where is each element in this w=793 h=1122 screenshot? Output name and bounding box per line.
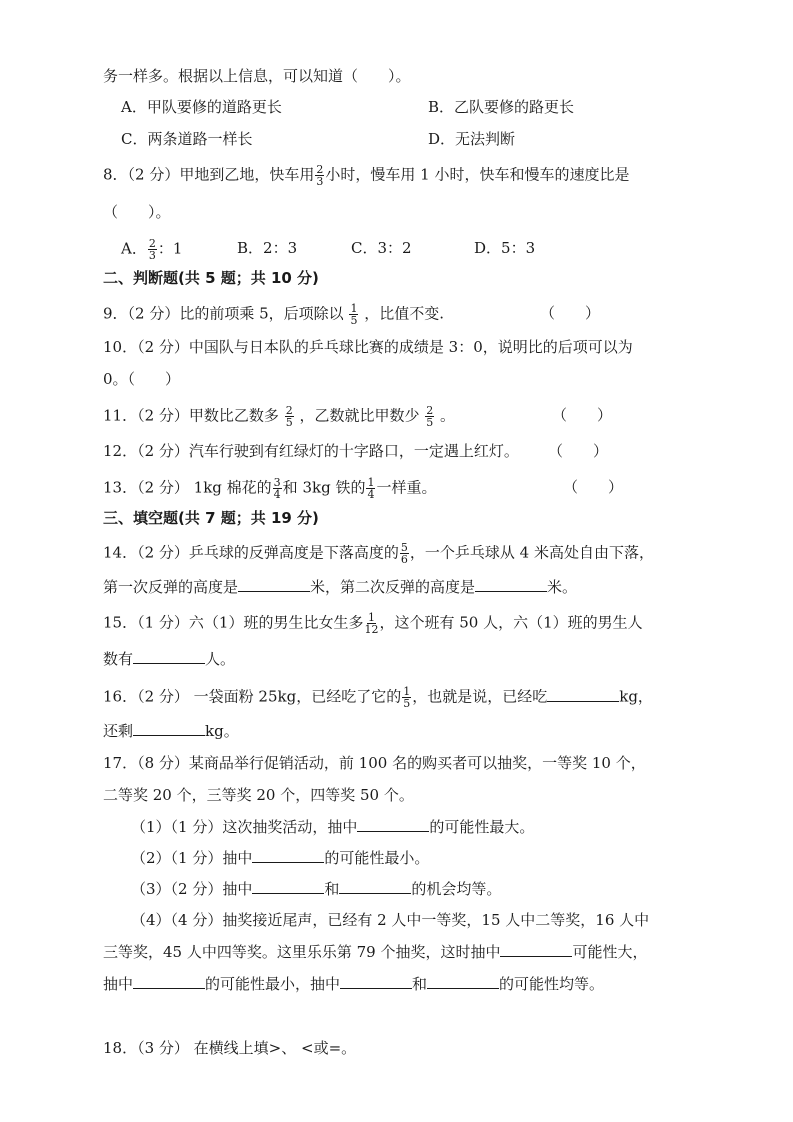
answer-blank[interactable] [339,879,411,894]
fraction: $\frac{1}{5}$ [350,302,358,327]
fraction: $\frac{1}{5}$ [403,685,411,710]
q7-option-d: D．无法判断 [428,130,516,148]
answer-blank[interactable] [133,649,205,664]
q8-option-a: A． $\frac{2}{3}$ ：1 [121,237,183,262]
q7-option-a: A．甲队要修的道路更长 [121,98,282,116]
q8-answer-paren: （ ）。 [103,203,171,221]
section-3-heading: 三、填空题(共 7 题；共 19 分) [103,509,319,527]
answer-blank[interactable] [252,848,324,863]
question-13: 13．（2 分） 1kg 棉花的 $\frac{3}{4}$ 和 3kg 铁的 $\frac{1}{4}$ 一样重。 [103,476,437,501]
question-15-line1: 15．（1 分）六（1）班的男生比女生多 $\frac{1}{12}$ ，这个班有 50 人，六（1）班的男生人 [103,611,643,636]
answer-blank[interactable] [133,721,205,736]
question-10-line2: 0。（ ） [103,370,181,388]
question-11: 11．（2 分）甲数比乙数多 $\frac{2}{5}$ ，乙数就比甲数少 $\frac{2}{5}$ 。 [103,404,456,429]
question-16-line2: 还剩 kg。 [103,722,239,740]
answer-blank[interactable] [340,974,412,989]
q7-tail: 务一样多。根据以上信息，可以知道（ ）。 [103,67,411,85]
fraction: $\frac{2}{3}$ [316,163,324,188]
question-17-line1: 17．（8 分）某商品举行促销活动，前 100 名的购买者可以抽奖，一等奖 10 个， [103,754,646,772]
question-17-sub4-line1: （4）（4 分）抽奖接近尾声，已经有 2 人中一等奖，15 人中二等奖，16 人中 [131,911,650,929]
q7-option-c: C．两条道路一样长 [121,130,253,148]
q9-answer-paren: （ ） [540,304,601,322]
question-16-line1: 16．（2 分） 一袋面粉 25kg，已经吃了它的 $\frac{1}{5}$ ，也就是说，已经吃 kg， [103,685,653,710]
question-8: 8．（2 分）甲地到乙地，快车用 $\frac{2}{3}$ 小时，慢车用 1 小时，快车和慢车的速度比是 [103,163,630,188]
q8-option-d: D．5：3 [474,239,536,257]
question-17-sub4-line2: 三等奖，45 人中四等奖。这里乐乐第 79 个抽奖，这时抽中 可能性大， [103,943,648,961]
question-12: 12．（2 分）汽车行驶到有红绿灯的十字路口，一定遇上红灯。 [103,442,519,460]
q12-answer-paren: （ ） [548,442,609,460]
fraction: $\frac{2}{5}$ [426,404,434,429]
question-14-line1: 14．（2 分）乒乓球的反弹高度是下落高度的 $\frac{5}{6}$ ，一个乒乓球从 4 米高处自由下落， [103,541,654,566]
question-17-line2: 二等奖 20 个，三等奖 20 个，四等奖 50 个。 [103,786,414,804]
answer-blank[interactable] [133,974,205,989]
fraction: $\frac{2}{5}$ [285,404,293,429]
fraction: $\frac{1}{4}$ [367,476,375,501]
question-10-line1: 10．（2 分）中国队与日本队的乒乓球比赛的成绩是 3：0，说明比的后项可以为 [103,338,633,356]
question-9: 9．（2 分）比的前项乘 5，后项除以 $\frac{1}{5}$ ，比值不变. [103,302,445,327]
fraction: $\frac{3}{4}$ [273,476,281,501]
section-2-heading: 二、判断题(共 5 题；共 10 分) [103,269,319,287]
question-15-line2: 数有 人。 [103,650,236,668]
fraction: $\frac{2}{3}$ [148,237,156,262]
answer-blank[interactable] [547,687,619,702]
q8-option-b: B．2：3 [237,239,298,257]
answer-blank[interactable] [427,974,499,989]
answer-blank[interactable] [238,577,310,592]
question-14-line2: 第一次反弹的高度是 米，第二次反弹的高度是 米。 [103,578,578,596]
fraction: $\frac{5}{6}$ [400,541,408,566]
fraction: $\frac{1}{12}$ [364,611,379,636]
q7-option-b: B．乙队要修的路更长 [428,98,575,116]
answer-blank[interactable] [357,817,429,832]
question-17-sub2: （2）（1 分）抽中 的可能性最小。 [131,849,430,867]
answer-blank[interactable] [252,879,324,894]
question-18: 18．（3 分） 在横线上填>、 <或=。 [103,1039,357,1057]
question-17-sub3: （3）（2 分）抽中 和 的机会均等。 [131,880,502,898]
question-17-sub4-line3: 抽中 的可能性最小，抽中 和 的可能性均等。 [103,975,605,993]
answer-blank[interactable] [475,577,547,592]
q11-answer-paren: （ ） [552,406,613,424]
q13-answer-paren: （ ） [563,478,624,496]
answer-blank[interactable] [500,942,572,957]
question-17-sub1: （1）（1 分）这次抽奖活动，抽中 的可能性最大。 [131,818,535,836]
q8-option-c: C．3：2 [351,239,412,257]
